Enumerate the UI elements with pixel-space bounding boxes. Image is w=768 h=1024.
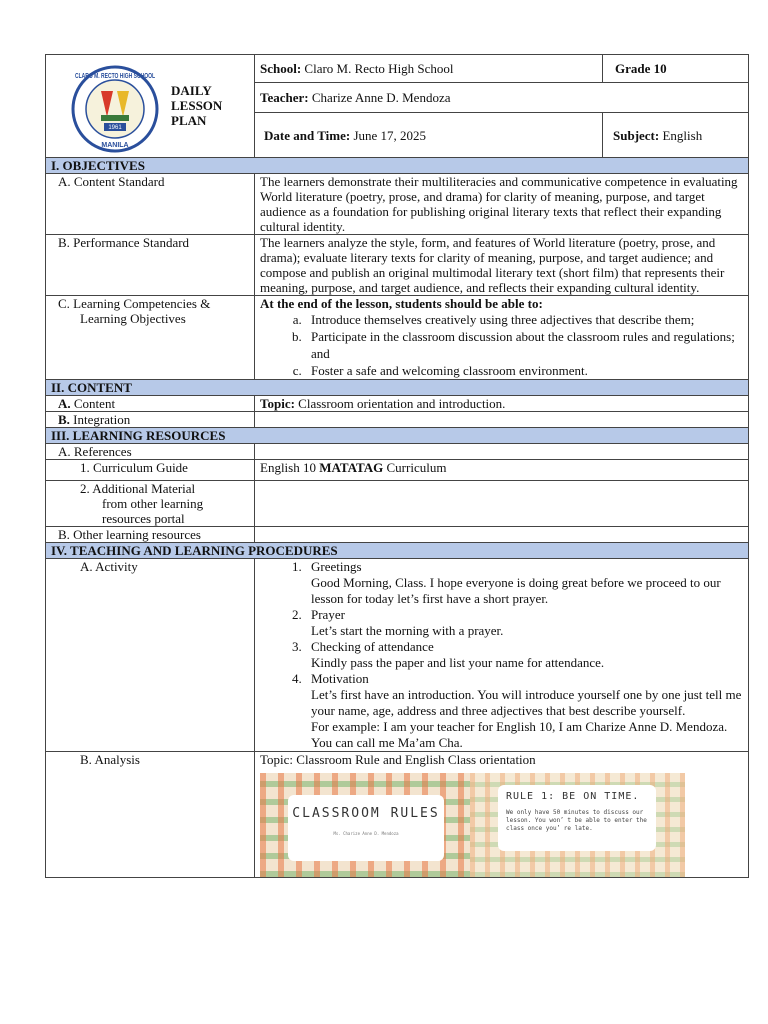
rule-one-slide: RULE 1: BE ON TIME. We only have 50 minutes to discuss our lesson. You won’ t be able to enter the class once you’ re late. bbox=[470, 773, 685, 877]
school-cell: School: Claro M. Recto High School bbox=[255, 55, 603, 83]
other-resources-label: B. Other learning resources bbox=[46, 527, 255, 543]
svg-text:1961: 1961 bbox=[108, 125, 122, 131]
objectives-list bbox=[260, 311, 743, 379]
integration-cell bbox=[255, 412, 749, 428]
performance-standard-text: The learners analyze the style, form, and features of World literature (poetry, prose, and drama); evaluate literary texts for clarity of meaning, purpose, and target audience; and compose and publish an original multimodal literary text (short film) that represents their meaning, purpose, and target audience, and reflects their expanding cultural identity. bbox=[255, 235, 749, 296]
section-objectives: I. OBJECTIVES bbox=[46, 158, 749, 174]
competencies-cell: At the end of the lesson, students should be able to: a. Introduce themselves creatively using three adjectives that describe them; b. Participate in the classroom discussion about the classroom rules and regulations; and c. Foster a safe and welcoming classroom environment. bbox=[255, 296, 749, 380]
activity-item: 4. Motivation Let’s first have an introduction. You will introduce yourself one by one just tell me your name, age, address and three adjectives that best describe yourself. For example: I am your teacher for English 10, I am Charize Anne D. Mendoza. You can call me Ma’am Cha. bbox=[305, 671, 743, 751]
classroom-rules-slide: CLASSROOM RULES Ms. Charize Anne D. Mendoza bbox=[260, 773, 470, 877]
activity-item: 3. Checking of attendance Kindly pass the paper and list your name for attendance. bbox=[305, 639, 743, 671]
svg-text:CLARO M. RECTO HIGH SCHOOL: CLARO M. RECTO HIGH SCHOOL bbox=[75, 73, 156, 80]
document-title: DAILY LESSON PLAN bbox=[171, 83, 223, 128]
activity-cell bbox=[255, 559, 749, 752]
analysis-label: B. Analysis bbox=[46, 752, 255, 878]
integration-label: B. Integration bbox=[46, 412, 255, 428]
content-label: A. Content bbox=[46, 396, 255, 412]
teacher-cell: Teacher: Charize Anne D. Mendoza bbox=[255, 83, 749, 113]
date-cell: Date and Time: June 17, 2025 bbox=[255, 113, 603, 158]
logo-cell bbox=[46, 55, 255, 158]
curriculum-guide-value: English 10 MATATAG Curriculum bbox=[255, 460, 749, 481]
activity-list bbox=[260, 559, 743, 751]
performance-standard-label: B. Performance Standard bbox=[46, 235, 255, 296]
lesson-plan-table bbox=[45, 54, 749, 878]
additional-material-label: 2. Additional Material from other learning resources portal bbox=[46, 481, 255, 527]
activity-item: 1. Greetings Good Morning, Class. I hope everyone is doing great before we proceed to our lesson for today let’s first have a short prayer. bbox=[305, 559, 743, 607]
competencies-label: C. Learning Competencies & Learning Objectives bbox=[46, 296, 255, 380]
content-standard-label: A. Content Standard bbox=[46, 174, 255, 235]
activity-item: 2. Prayer Let’s start the morning with a prayer. bbox=[305, 607, 743, 639]
slide-images bbox=[260, 773, 743, 877]
analysis-cell: Topic: Classroom Rule and English Class orientation CLASSROOM RULES Ms. Charize Anne D. Mendoza RULE 1: BE ON TIME. We only have 50 minutes to discuss our lesson. You won’ t be able to enter the class once you’ re late. bbox=[255, 752, 749, 878]
svg-text:MANILA: MANILA bbox=[101, 142, 129, 149]
objective-item: b. Participate in the classroom discussion about the classroom rules and regulations; and bbox=[305, 328, 743, 362]
subject-cell: Subject: English bbox=[603, 113, 749, 158]
references-label: A. References bbox=[46, 444, 255, 460]
section-procedures: IV. TEACHING AND LEARNING PROCEDURES bbox=[46, 543, 749, 559]
objective-item: a. Introduce themselves creatively using three adjectives that describe them; bbox=[305, 311, 743, 328]
curriculum-guide-label: 1. Curriculum Guide bbox=[46, 460, 255, 481]
school-seal-icon bbox=[71, 65, 159, 153]
topic-cell: Topic: Classroom orientation and introduction. bbox=[255, 396, 749, 412]
content-standard-text: The learners demonstrate their multiliteracies and communicative competence in evaluating World literature (poetry, prose, and drama) for clarity of meaning, purpose, and target audience as a foundation for publishing original literary texts that reflect their expanding cultural identity. bbox=[255, 174, 749, 235]
objective-item: c. Foster a safe and welcoming classroom environment. bbox=[305, 362, 743, 379]
grade-cell: Grade 10 bbox=[603, 55, 749, 83]
section-content: II. CONTENT bbox=[46, 380, 749, 396]
section-resources: III. LEARNING RESOURCES bbox=[46, 428, 749, 444]
activity-label: A. Activity bbox=[46, 559, 255, 752]
